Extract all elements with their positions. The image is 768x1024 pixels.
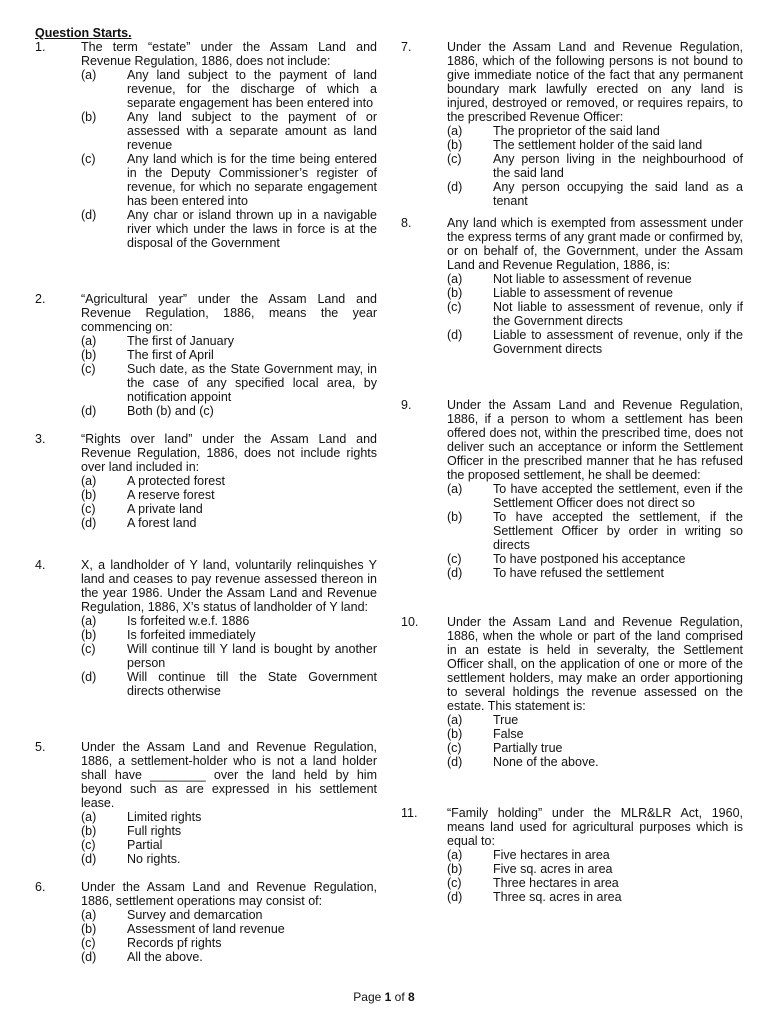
question-text: X, a landholder of Y land, voluntarily relinquishes Y land and ceases to pay revenue assessed thereon in the year 1986. Under the Assam Land and Revenue Regulation, 1886, X’s status of landholder of Y land: [81,558,377,614]
option-text: Both (b) and (c) [127,404,214,418]
question-number: 4. [35,558,46,572]
option-text: To have accepted the settlement, even if the Settlement Officer does not direct so [493,482,743,510]
option-text: Records pf rights [127,936,222,950]
option-label: (b) [81,628,97,642]
option-text: A reserve forest [127,488,215,502]
question-number: 10. [401,615,419,629]
option-text: Any land subject to the payment of or assessed with a separate amount as land revenue [127,110,377,152]
option-label: (b) [447,138,463,152]
question-text: Under the Assam Land and Revenue Regulation, 1886, settlement operations may consist of: [81,880,377,908]
option-label: (a) [447,272,463,286]
question-starts-heading: Question Starts. [35,26,132,40]
option-label: (c) [81,642,96,656]
option-label: (d) [447,328,463,342]
option-label: (b) [447,727,463,741]
option-text: To have accepted the settlement, if the Settlement Officer by order in writing so directs [493,510,743,552]
option-text: Any land which is for the time being entered in the Deputy Commissioner’s register of revenue, for which no separate engagement has been entered into [127,152,377,208]
option-label: (d) [81,950,97,964]
option-text: The proprietor of the said land [493,124,660,138]
footer-current-page: 1 [384,990,392,1004]
option-label: (d) [81,516,97,530]
question-number: 11. [401,806,418,820]
question-number: 2. [35,292,46,306]
option-label: (d) [447,180,463,194]
option-text: Is forfeited w.e.f. 1886 [127,614,250,628]
question-text: Under the Assam Land and Revenue Regulation, 1886, a settlement-holder who is not a land holder shall have ________ over the land held by him beyond such as are expressed in his settlement lease. [81,740,377,810]
option-text: Survey and demarcation [127,908,263,922]
question-text: “Rights over land” under the Assam Land and Revenue Regulation, 1886, does not include rights over land included in: [81,432,377,474]
question-number: 7. [401,40,412,54]
footer-of: of [391,990,409,1004]
option-text: Three hectares in area [493,876,619,890]
page-footer [0,990,768,1004]
option-text: Any person occupying the said land as a tenant [493,180,743,208]
option-text: Any person living in the neighbourhood of the said land [493,152,743,180]
option-text: Liable to assessment of revenue [493,286,673,300]
question-text: Any land which is exempted from assessment under the express terms of any grant made or confirmed by, or on behalf of, the Government, under the Assam Land and Revenue Regulation, 1886, is: [447,216,743,272]
option-label: (b) [81,488,97,502]
option-label: (d) [81,208,97,222]
option-label: (c) [447,152,462,166]
option-text: A forest land [127,516,197,530]
option-text: Partial [127,838,163,852]
question-text: “Family holding” under the MLR&LR Act, 1960, means land used for agricultural purposes which is equal to: [447,806,743,848]
option-text: The first of January [127,334,234,348]
option-text: A protected forest [127,474,225,488]
option-label: (c) [447,300,462,314]
option-text: No rights. [127,852,181,866]
option-text: Three sq. acres in area [493,890,622,904]
question-number: 3. [35,432,46,446]
option-text: Five sq. acres in area [493,862,613,876]
option-text: Assessment of land revenue [127,922,285,936]
option-text: Five hectares in area [493,848,610,862]
option-text: Partially true [493,741,563,755]
option-label: (d) [447,890,463,904]
question-number: 9. [401,398,412,412]
option-label: (a) [81,810,97,824]
option-text: The first of April [127,348,214,362]
option-label: (c) [81,362,96,376]
option-text: True [493,713,519,727]
option-label: (b) [81,110,97,124]
option-text: Any land subject to the payment of land revenue, for the discharge of which a separate engagement has been entered into [127,68,377,110]
option-text: All the above. [127,950,203,964]
option-label: (b) [447,510,463,524]
question-text: Under the Assam Land and Revenue Regulation, 1886, if a person to whom a settlement has been offered does not, within the prescribed time, does not deliver such an acceptance or inform the Settlement Officer in the prescribed manner that he has refused the proposed settlement, he shall be deemed: [447,398,743,482]
footer-prefix: Page [353,990,385,1004]
option-label: (c) [81,936,96,950]
option-text: Limited rights [127,810,202,824]
option-text: To have refused the settlement [493,566,664,580]
option-text: The settlement holder of the said land [493,138,703,152]
option-label: (c) [447,876,462,890]
option-label: (d) [447,755,463,769]
option-text: Not liable to assessment of revenue, only if the Government directs [493,300,743,328]
question-number: 1. [35,40,46,54]
option-label: (d) [447,566,463,580]
option-label: (a) [81,474,97,488]
option-label: (b) [81,824,97,838]
question-text: The term “estate” under the Assam Land and Revenue Regulation, 1886, does not include: [81,40,377,68]
option-text: Liable to assessment of revenue, only if the Government directs [493,328,743,356]
option-text: None of the above. [493,755,599,769]
option-label: (d) [81,670,97,684]
option-text: Not liable to assessment of revenue [493,272,692,286]
question-text: “Agricultural year” under the Assam Land and Revenue Regulation, 1886, means the year commencing on: [81,292,377,334]
option-label: (b) [81,348,97,362]
option-label: (a) [81,614,97,628]
option-label: (c) [447,741,462,755]
option-label: (a) [81,334,97,348]
option-text: Will continue till the State Government directs otherwise [127,670,377,698]
option-label: (c) [81,152,96,166]
question-text: Under the Assam Land and Revenue Regulation, 1886, when the whole or part of the land comprised in an estate is held in severalty, the Settlement Officer shall, on the application of one or more of the settlement holders, may make an order apportioning to several holdings the revenue assessed on the estate. This statement is: [447,615,743,713]
option-label: (a) [447,713,463,727]
option-label: (a) [447,848,463,862]
option-text: To have postponed his acceptance [493,552,686,566]
option-label: (b) [447,286,463,300]
option-label: (b) [81,922,97,936]
question-text: Under the Assam Land and Revenue Regulation, 1886, which of the following persons is not bound to give immediate notice of the fact that any permanent boundary mark lawfully erected on any land is injured, destroyed or removed, or requires repairs, to the prescribed Revenue Officer: [447,40,743,124]
option-label: (c) [81,838,96,852]
option-label: (c) [81,502,96,516]
option-text: A private land [127,502,203,516]
option-label: (c) [447,552,462,566]
option-text: Any char or island thrown up in a navigable river which under the laws in force is at the disposal of the Government [127,208,377,250]
option-label: (a) [447,124,463,138]
option-text: Will continue till Y land is bought by another person [127,642,377,670]
option-label: (a) [81,908,97,922]
option-text: Full rights [127,824,182,838]
question-number: 6. [35,880,46,894]
question-number: 5. [35,740,46,754]
option-text: False [493,727,524,741]
footer-total-pages: 8 [408,990,415,1004]
option-label: (a) [81,68,97,82]
option-label: (a) [447,482,463,496]
option-text: Such date, as the State Government may, in the case of any specified local area, by notification appoint [127,362,377,404]
question-number: 8. [401,216,412,230]
option-label: (b) [447,862,463,876]
option-text: Is forfeited immediately [127,628,256,642]
option-label: (d) [81,852,97,866]
option-label: (d) [81,404,97,418]
